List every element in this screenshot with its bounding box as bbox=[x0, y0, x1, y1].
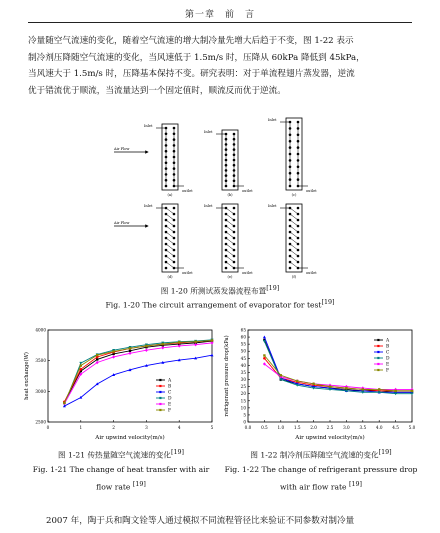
circuit-panel bbox=[204, 204, 253, 279]
circuit-panel bbox=[144, 124, 193, 197]
tube-dot bbox=[233, 261, 236, 264]
y-tick-label: 35 bbox=[240, 369, 246, 375]
tube-dot bbox=[289, 185, 292, 188]
legend-marker bbox=[377, 357, 379, 359]
tube-dot bbox=[297, 237, 300, 240]
data-point bbox=[211, 339, 213, 341]
tube-connector bbox=[290, 208, 298, 214]
data-point bbox=[378, 388, 380, 390]
series-line bbox=[264, 364, 412, 389]
data-point bbox=[63, 402, 65, 404]
legend-marker bbox=[159, 397, 161, 399]
x-tick-label: 4.5 bbox=[392, 425, 399, 430]
x-tick-label: 0.0 bbox=[244, 425, 252, 430]
tube-connector bbox=[290, 244, 298, 250]
tube-dot bbox=[233, 249, 236, 252]
x-tick-label: 4 bbox=[177, 425, 181, 430]
y-axis-label: refrigerant pressure drop(kPa) bbox=[224, 335, 230, 417]
x-tick-label: 1.5 bbox=[293, 425, 301, 430]
tube-connector bbox=[226, 244, 234, 250]
x-axis-label: Air upwind velocity(m/s) bbox=[95, 435, 165, 441]
y-tick-label: 60 bbox=[240, 334, 246, 340]
tube-connector bbox=[166, 214, 174, 220]
x-tick-label: 1 bbox=[79, 425, 83, 430]
series-line bbox=[64, 343, 212, 404]
tube-dot bbox=[233, 243, 236, 246]
tube-dot bbox=[173, 231, 176, 234]
y-tick-label: 50 bbox=[240, 348, 246, 354]
tube-dot bbox=[173, 255, 176, 258]
tube-dot bbox=[233, 237, 236, 240]
data-point bbox=[162, 343, 164, 345]
legend-marker bbox=[377, 345, 379, 347]
tube-dot bbox=[173, 219, 176, 222]
data-point bbox=[112, 350, 114, 352]
tube-dot bbox=[297, 225, 300, 228]
figure-21-caption-en-1: Fig. 1-21 The change of heat transfer with air bbox=[32, 465, 210, 474]
citation-ref: [19] bbox=[266, 285, 280, 292]
data-point bbox=[96, 358, 98, 360]
tube-connector bbox=[166, 208, 174, 214]
tube-connector bbox=[166, 232, 174, 238]
citation-ref: [19] bbox=[321, 299, 335, 306]
panel-label: (a) bbox=[167, 193, 173, 197]
citation-ref: [19] bbox=[378, 449, 392, 456]
legend-label: B bbox=[386, 344, 390, 350]
running-header: 第一章 前 言 bbox=[184, 10, 255, 20]
data-point bbox=[145, 345, 147, 347]
tube-dot bbox=[233, 225, 236, 228]
y-tick-label: 30 bbox=[240, 377, 246, 383]
x-axis-label: Air upwind velocity(m/s) bbox=[295, 435, 365, 441]
tube-dot bbox=[233, 219, 236, 222]
y-tick-label: 3500 bbox=[35, 358, 46, 364]
caption-text: 图 1-21 传热量随空气流速的变化 bbox=[57, 450, 171, 460]
circuit-panel bbox=[204, 130, 253, 197]
data-point bbox=[345, 387, 347, 389]
tube-connector bbox=[166, 238, 174, 244]
caption-text: Fig. 1-20 The circuit arrangement of evaporator for test bbox=[105, 300, 322, 310]
legend-label: E bbox=[386, 362, 390, 368]
figure-21-caption-cn bbox=[22, 449, 220, 461]
tube-dot bbox=[297, 255, 300, 258]
tube-dot bbox=[173, 261, 176, 264]
figure-20-caption-cn bbox=[0, 285, 440, 297]
tube-dot bbox=[297, 219, 300, 222]
paragraph-line: 制冷剂压降随空气流速的变化，当风速低于 1.5m/s 时，压降从 60kPa 降低到 45kPa， bbox=[28, 52, 365, 63]
tube-connector bbox=[166, 250, 174, 256]
tube-dot bbox=[173, 225, 176, 228]
tube-dot bbox=[173, 237, 176, 240]
legend-marker bbox=[159, 385, 161, 387]
legend-marker bbox=[377, 339, 379, 341]
series-line bbox=[64, 355, 212, 406]
outlet-label: outlet bbox=[242, 271, 253, 275]
y-axis-label: heat exchange(W) bbox=[24, 352, 30, 400]
x-tick-label: 4.0 bbox=[375, 425, 383, 430]
legend-marker bbox=[159, 391, 161, 393]
data-point bbox=[145, 349, 148, 352]
data-point bbox=[263, 357, 266, 360]
figure-22-caption-en-1: Fig. 1-22 The change of refrigerant pressure drop bbox=[224, 465, 418, 474]
legend-marker bbox=[159, 409, 161, 411]
tube-connector bbox=[226, 262, 234, 268]
outlet-label: outlet bbox=[306, 271, 317, 275]
paragraph-line: 当风速大于 1.5m/s 时，压降基本保持不变。研究表明：对于单流程翅片蒸发器，逆流 bbox=[28, 69, 355, 79]
air-flow-label: Air Flow bbox=[114, 147, 130, 151]
legend-label: F bbox=[386, 368, 390, 374]
outlet-label: outlet bbox=[242, 189, 253, 193]
inlet-label: Inlet bbox=[144, 204, 153, 208]
tube-dot bbox=[297, 249, 300, 252]
data-point bbox=[411, 390, 413, 392]
data-point bbox=[161, 346, 164, 349]
y-tick-label: 40 bbox=[240, 362, 246, 368]
x-tick-label: 2 bbox=[112, 425, 115, 430]
series-line bbox=[264, 340, 412, 392]
body-paragraph-continued: 2007 年，陶于兵和陶文铨等人通过模拟不同流程管径比来验证不同参数对制冷量 bbox=[46, 516, 355, 526]
legend-label: F bbox=[168, 408, 172, 414]
legend-marker bbox=[159, 379, 161, 381]
caption-text: 图 1-22 制冷剂压降随空气流速的变化 bbox=[250, 450, 379, 460]
inlet-label: Inlet bbox=[268, 118, 277, 122]
data-point bbox=[112, 355, 115, 358]
y-tick-label: 65 bbox=[240, 327, 246, 333]
x-tick-label: 5 bbox=[210, 425, 214, 430]
y-tick-label: 3000 bbox=[35, 388, 46, 394]
tube-dot bbox=[165, 185, 168, 188]
data-point bbox=[79, 362, 82, 365]
y-tick-label: 15 bbox=[240, 398, 246, 404]
tube-dot bbox=[297, 207, 300, 210]
coil-frame bbox=[286, 204, 302, 272]
x-tick-label: 0 bbox=[46, 425, 50, 430]
tube-connector bbox=[290, 232, 298, 238]
data-point bbox=[362, 388, 364, 390]
tube-connector bbox=[166, 244, 174, 250]
y-tick-label: 10 bbox=[240, 405, 246, 411]
legend-marker bbox=[159, 403, 161, 405]
tube-dot bbox=[173, 243, 176, 246]
tube-dot bbox=[297, 243, 300, 246]
y-tick-label: 2500 bbox=[35, 419, 46, 425]
y-tick-label: 20 bbox=[240, 391, 246, 397]
panel-label: (f) bbox=[291, 275, 297, 279]
panel-label: (d) bbox=[167, 275, 173, 279]
series-line bbox=[64, 340, 212, 403]
tube-connector bbox=[226, 232, 234, 238]
y-tick-label: 0 bbox=[243, 419, 246, 425]
data-point bbox=[329, 385, 331, 387]
panel-label: (e) bbox=[227, 275, 233, 279]
figure-20-caption-en bbox=[0, 299, 440, 310]
tube-dot bbox=[233, 231, 236, 234]
x-tick-label: 5.0 bbox=[408, 425, 416, 430]
y-tick-label: 55 bbox=[240, 341, 246, 347]
x-tick-label: 3.5 bbox=[359, 425, 367, 430]
tube-dot bbox=[297, 261, 300, 264]
inlet-label: Inlet bbox=[268, 204, 277, 208]
figure-22-caption-en-2 bbox=[222, 481, 420, 492]
coil-frame bbox=[162, 124, 178, 190]
tube-connector bbox=[166, 226, 174, 232]
citation-ref: [19] bbox=[171, 449, 184, 456]
tube-dot bbox=[233, 213, 236, 216]
coil-frame bbox=[222, 130, 238, 190]
x-tick-label: 2.0 bbox=[310, 425, 317, 430]
caption-text: with air flow rate bbox=[280, 482, 347, 492]
outlet-label: outlet bbox=[182, 271, 193, 275]
data-point bbox=[80, 364, 82, 366]
circuit-panel bbox=[268, 204, 317, 279]
circuit-panel bbox=[144, 204, 193, 279]
legend-label: E bbox=[168, 402, 172, 408]
tube-connector bbox=[226, 250, 234, 256]
tube-dot bbox=[233, 207, 236, 210]
inlet-label: Inlet bbox=[204, 130, 213, 134]
y-tick-label: 25 bbox=[240, 384, 246, 390]
data-point bbox=[394, 390, 396, 392]
tube-connector bbox=[166, 256, 174, 262]
tube-connector bbox=[226, 220, 234, 226]
tube-dot bbox=[173, 213, 176, 216]
tube-dot bbox=[173, 249, 176, 252]
caption-text: 图 1-20 所测试蒸发器流程布置 bbox=[160, 286, 267, 296]
inlet-label: Inlet bbox=[144, 124, 153, 128]
data-point bbox=[263, 354, 265, 356]
tube-connector bbox=[290, 214, 298, 220]
tube-dot bbox=[173, 207, 176, 210]
tube-connector bbox=[290, 256, 298, 262]
tube-dot bbox=[297, 213, 300, 216]
legend-label: D bbox=[168, 396, 172, 402]
tube-connector bbox=[226, 226, 234, 232]
caption-text: flow rate bbox=[96, 482, 131, 492]
x-tick-label: 3.0 bbox=[343, 425, 350, 430]
data-point bbox=[194, 340, 196, 342]
heat-transfer-chart bbox=[22, 322, 220, 442]
tube-connector bbox=[166, 220, 174, 226]
tube-connector bbox=[226, 208, 234, 214]
y-tick-label: 45 bbox=[240, 355, 246, 361]
pressure-drop-chart bbox=[222, 322, 420, 442]
legend-marker bbox=[377, 369, 379, 371]
legend-label: A bbox=[386, 338, 390, 344]
coil-frame bbox=[162, 204, 178, 272]
data-point bbox=[296, 380, 298, 382]
tube-dot bbox=[225, 267, 228, 270]
y-tick-label: 4000 bbox=[35, 327, 46, 333]
legend-label: B bbox=[168, 384, 172, 390]
y-tick-label: 5 bbox=[243, 412, 246, 418]
evaporator-circuit-diagram bbox=[100, 112, 340, 282]
tube-dot bbox=[233, 255, 236, 258]
coil-frame bbox=[286, 118, 302, 190]
legend-marker bbox=[377, 363, 379, 365]
tube-dot bbox=[225, 185, 228, 188]
tube-connector bbox=[290, 262, 298, 268]
outlet-label: outlet bbox=[182, 189, 193, 193]
tube-connector bbox=[166, 262, 174, 268]
tube-connector bbox=[290, 226, 298, 232]
panel-label: (c) bbox=[291, 193, 297, 197]
series-line bbox=[264, 337, 412, 392]
x-tick-label: 1.0 bbox=[277, 425, 285, 430]
panel-label: (b) bbox=[227, 193, 233, 197]
paragraph-line: 冷量随空气流速的变化，随着空气流速的增大制冷量先增大后趋于不变，图 1-22 表示 bbox=[28, 36, 354, 46]
x-tick-label: 0.5 bbox=[261, 425, 268, 430]
citation-ref: [19] bbox=[132, 481, 146, 488]
body-paragraph bbox=[28, 33, 414, 99]
coil-frame bbox=[222, 204, 238, 272]
data-point bbox=[178, 341, 180, 343]
legend-label: C bbox=[168, 390, 172, 396]
data-point bbox=[129, 352, 132, 355]
data-point bbox=[312, 383, 314, 385]
tube-dot bbox=[289, 267, 292, 270]
data-point bbox=[96, 354, 98, 356]
legend-label: A bbox=[168, 378, 172, 384]
paragraph-line: 优于错流优于顺流，当流量达到一个固定值时，顺流反而优于逆流。 bbox=[28, 85, 286, 96]
x-tick-label: 2.5 bbox=[326, 425, 334, 430]
circuit-panel bbox=[268, 118, 317, 197]
tube-connector bbox=[290, 238, 298, 244]
figure-21-caption-en-2 bbox=[22, 481, 220, 492]
tube-connector bbox=[226, 214, 234, 220]
tube-connector bbox=[226, 238, 234, 244]
tube-connector bbox=[290, 220, 298, 226]
tube-connector bbox=[290, 250, 298, 256]
x-tick-label: 3 bbox=[145, 425, 148, 430]
tube-dot bbox=[165, 267, 168, 270]
data-point bbox=[129, 347, 131, 349]
air-flow-label: Air Flow bbox=[114, 221, 130, 225]
legend-marker bbox=[377, 351, 379, 353]
tube-connector bbox=[226, 256, 234, 262]
header-rule bbox=[28, 22, 412, 23]
citation-ref: [19] bbox=[348, 481, 362, 488]
legend-label: C bbox=[386, 350, 390, 356]
tube-dot bbox=[297, 231, 300, 234]
data-point bbox=[263, 335, 266, 338]
outlet-label: outlet bbox=[306, 189, 317, 193]
figure-22-caption-cn bbox=[222, 449, 420, 461]
legend-label: D bbox=[386, 356, 390, 362]
inlet-label: Inlet bbox=[204, 204, 213, 208]
data-point bbox=[280, 374, 282, 376]
